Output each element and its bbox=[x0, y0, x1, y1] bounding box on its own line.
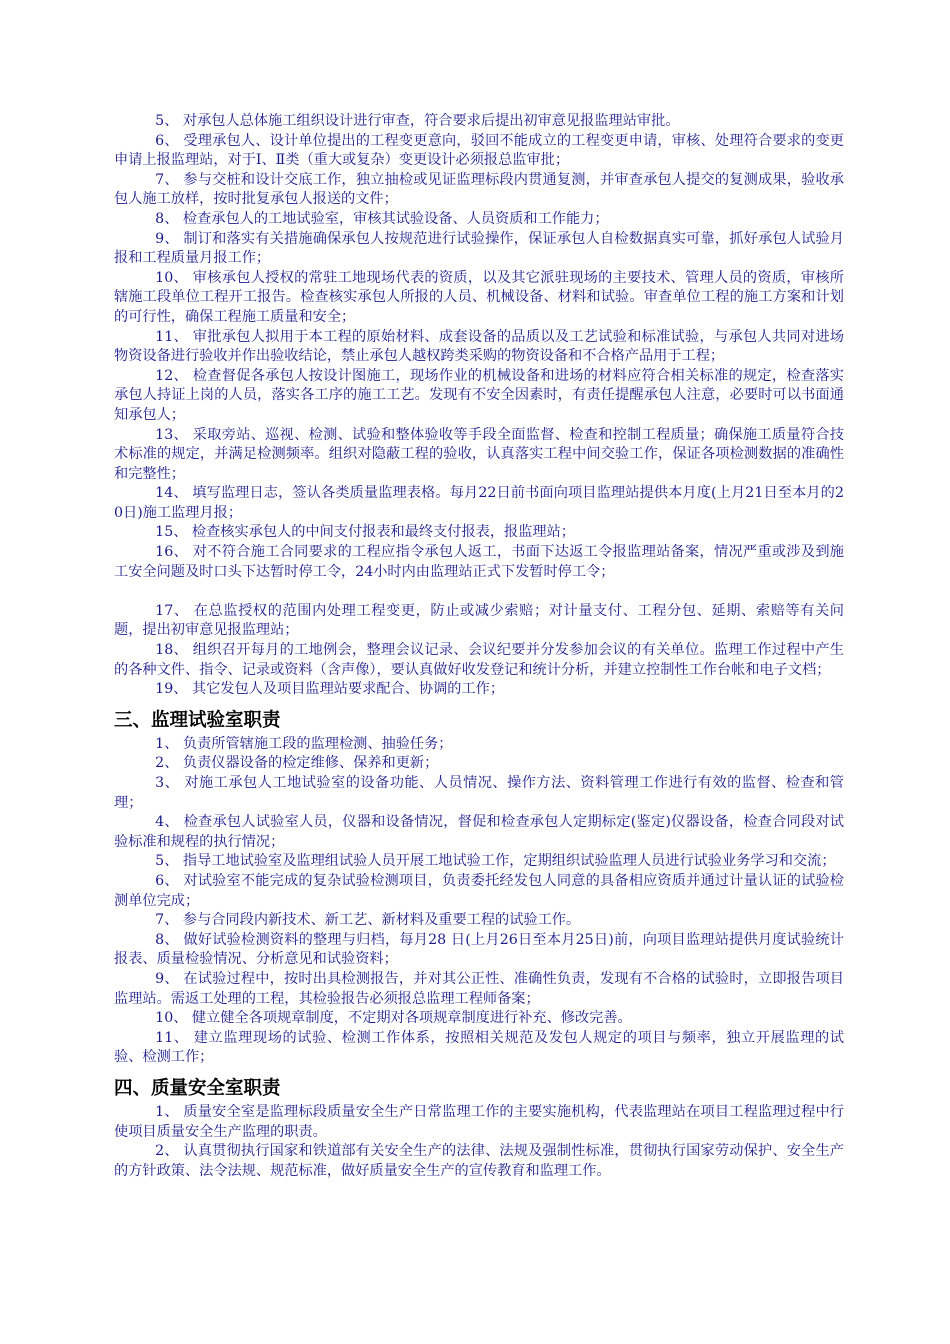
duty-item-10: 10、 审核承包人授权的常驻工地现场代表的资质，以及其它派驻现场的主要技术、管理人员的资质，审核所辖施工段单位工程开工报告。检查核实承包人所报的人员、机械设备、材料和试验。审查单位工程的施工方案和计划的可行性，确保工程施工质量和安全； bbox=[114, 269, 844, 325]
duty-item-6: 6、 受理承包人、设计单位提出的工程变更意向，驳回不能成立的工程变更申请，审核、处理符合要求的变更申请上报监理站，对于Ⅰ、Ⅱ类（重大或复杂）变更设计必须报总监审批； bbox=[114, 132, 844, 169]
duty-item-5: 5、 对承包人总体施工组织设计进行审查，符合要求后提出初审意见报监理站审批。 bbox=[155, 113, 680, 129]
lab-duty-item-5: 5、 指导工地试验室及监理组试验人员开展工地试验工作，定期组织试验监理人员进行试验业务学习和交流； bbox=[155, 853, 836, 870]
lab-duty-item-1: 1、 负责所管辖施工段的监理检测、抽验任务； bbox=[155, 735, 453, 752]
duty-item-11: 11、 审批承包人拟用于本工程的原始材料、成套设备的品质以及工艺试验和标准试验，与承包人共同对进场物资设备进行验收并作出验收结论，禁止承包人越权跨类采购的物资设备和不合格产品用于工程； bbox=[114, 328, 844, 365]
duty-item-15: 15、 检查核实承包人的中间支付报表和最终支付报表，报监理站； bbox=[155, 524, 575, 541]
duty-item-19: 19、 其它发包人及项目监理站要求配合、协调的工作； bbox=[155, 681, 505, 698]
safety-duty-item-2: 2、 认真贯彻执行国家和铁道部有关安全生产的法律、法规及强制性标准，贯彻执行国家劳动保护、安全生产的方针政策、法令法规、规范标准，做好质量安全生产的宣传教育和监理工作。 bbox=[114, 1143, 844, 1179]
duty-item-12: 12、 检查督促各承包人按设计图施工，现场作业的机械设备和进场的材料应符合相关标准的规定，检查落实承包人持证上岗的人员，落实各工序的施工工艺。发现有不安全因素时，有责任提醒承包人注意，必要时可以书面通知承包人； bbox=[114, 367, 844, 423]
lab-duty-item-11: 11、 建立监理现场的试验、检测工作体系，按照相关规范及发包人规定的项目与频率，独立开展监理的试验、检测工作； bbox=[114, 1029, 844, 1066]
section4-list bbox=[114, 1103, 844, 1181]
safety-duty-item-1: 1、 质量安全室是监理标段质量安全生产日常监理工作的主要实施机构，代表监理站在项目工程监理过程中行使项目质量安全生产监理的职责。 bbox=[114, 1103, 844, 1140]
lab-duty-item-3: 3、 对施工承包人工地试验室的设备功能、人员情况、操作方法、资料管理工作进行有效的监督、检查和管理； bbox=[114, 775, 844, 811]
duty-item-18: 18、 组织召开每月的工地例会，整理会议记录、会议纪要并分发参加会议的有关单位。监理工作过程中产生的各种文件、指令、记录或资料（含声像），要认真做好收发登记和统计分析，并建立控制性工作台帐和电子文档； bbox=[114, 642, 844, 678]
lab-duty-item-4: 4、 检查承包人试验室人员，仪器和设备情况，督促和检查承包人定期标定(鉴定)仪器设备，检查合同段对试验标准和规程的执行情况； bbox=[114, 814, 844, 850]
lab-duty-item-6: 6、 对试验室不能完成的复杂试验检测项目，负责委托经发包人同意的具备相应资质并通过计量认证的试验检测单位完成； bbox=[114, 872, 844, 909]
section3-heading: 三、监理试验室职责 bbox=[114, 709, 281, 731]
document-page bbox=[114, 112, 844, 1181]
lab-duty-item-7: 7、 参与合同段内新技术、新工艺、新材料及重要工程的试验工作。 bbox=[155, 912, 581, 929]
duty-item-8: 8、 检查承包人的工地试验室，审核其试验设备、人员资质和工作能力； bbox=[155, 210, 609, 227]
section4-heading: 四、质量安全室职责 bbox=[114, 1077, 281, 1099]
duty-item-17: 17、 在总监授权的范围内处理工程变更，防止或减少索赔；对计量支付、工程分包、延期、索赔等有关问题，提出初审意见报监理站； bbox=[114, 602, 844, 639]
section2-continued bbox=[114, 112, 844, 700]
lab-duty-item-2: 2、 负责仪器设备的检定维修、保养和更新； bbox=[155, 755, 439, 772]
lab-duty-item-8: 8、 做好试验检测资料的整理与归档，每月28 日(上月26日至本月25日)前，向项目监理站提供月度试验统计报表、质量检验情况、分析意见和试验资料； bbox=[114, 931, 844, 968]
duty-item-7: 7、 参与交桩和设计交底工作，独立抽检或见证监理标段内贯通复测，并审查承包人提交的复测成果，验收承包人施工放样，按时批复承包人报送的文件； bbox=[114, 171, 844, 208]
lab-duty-item-9: 9、 在试验过程中，按时出具检测报告，并对其公正性、准确性负责，发现有不合格的试验时，立即报告项目监理站。需返工处理的工程，其检验报告必须报总监理工程师备案； bbox=[114, 970, 844, 1007]
duty-item-16: 16、 对不符合施工合同要求的工程应指令承包人返工，书面下达返工令报监理站备案，情况严重或涉及到施工安全问题及时口头下达暂时停工令，24小时内由监理站正式下发暂时停工令； bbox=[114, 544, 844, 580]
lab-duty-item-10: 10、 健立健全各项规章制度，不定期对各项规章制度进行补充、修改完善。 bbox=[155, 1010, 632, 1027]
blank-line bbox=[114, 582, 844, 602]
section3-list bbox=[114, 735, 844, 1068]
duty-item-14: 14、 填写监理日志，签认各类质量监理表格。每月22日前书面向项目监理站提供本月度(上月21日至本月的20日)施工监理月报； bbox=[114, 485, 844, 521]
duty-item-13: 13、 采取旁站、巡视、检测、试验和整体验收等手段全面监督、检查和控制工程质量；确保施工质量符合技术标准的规定，并满足检测频率。组织对隐蔽工程的验收，认真落实工程中间交验工作，保证各项检测数据的准确性和完整性； bbox=[114, 426, 844, 482]
duty-item-9: 9、 制订和落实有关措施确保承包人按规范进行试验操作，保证承包人自检数据真实可靠，抓好承包人试验月报和工程质量月报工作； bbox=[114, 230, 844, 267]
